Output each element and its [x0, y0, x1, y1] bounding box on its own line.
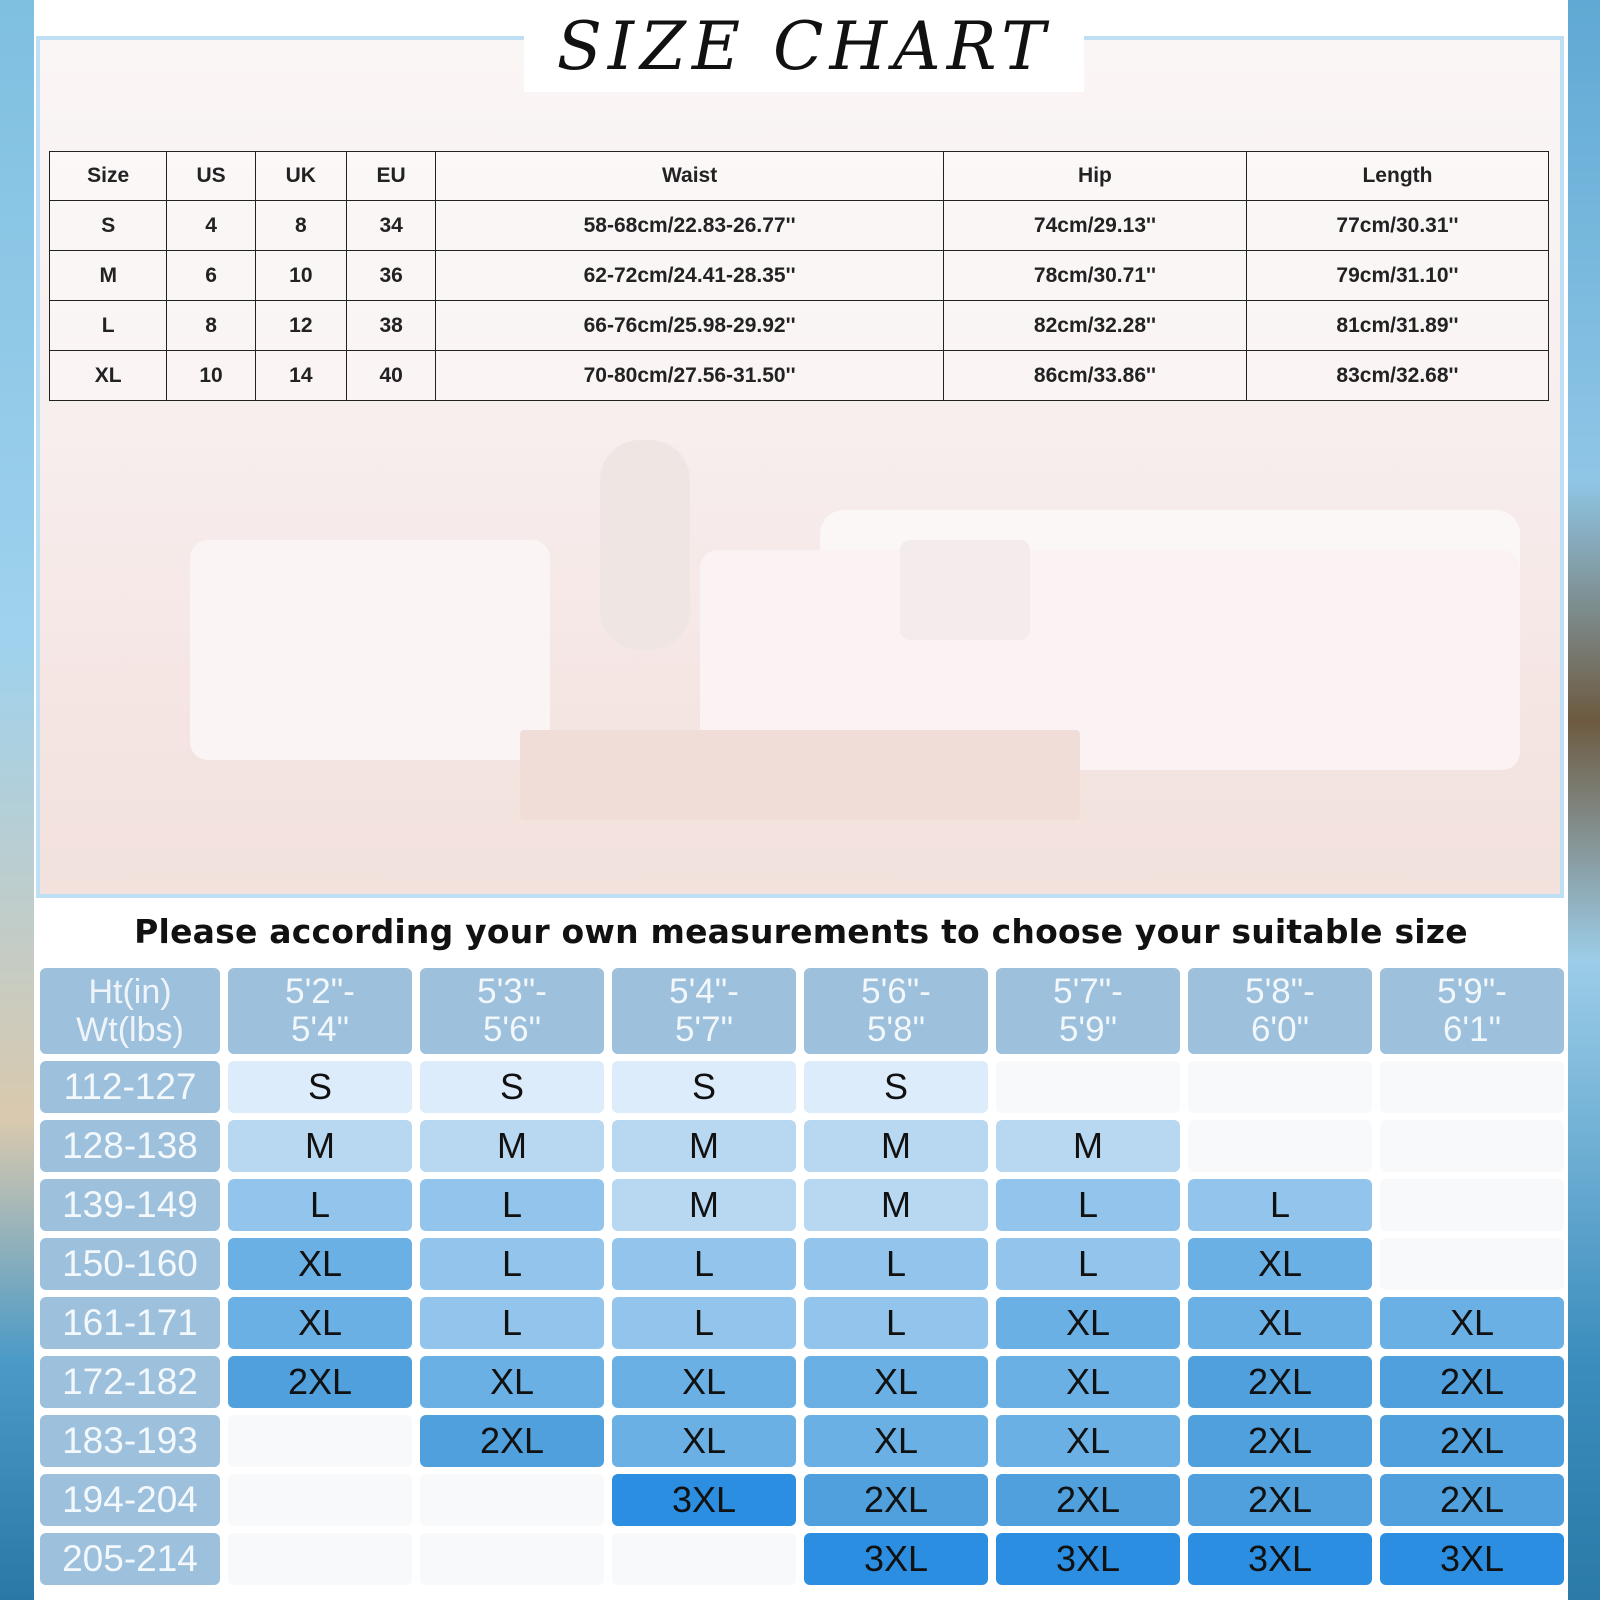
size-cell: L: [228, 1179, 412, 1231]
cell-length: 77cm/30.31'': [1246, 201, 1548, 251]
measurement-header-row: [50, 152, 1549, 201]
size-cell: L: [420, 1179, 604, 1231]
cell-size: S: [50, 201, 167, 251]
size-cell: [1380, 1061, 1564, 1113]
size-cell: 2XL: [1188, 1474, 1372, 1526]
cell-eu: 40: [346, 351, 435, 401]
cell-length: 83cm/32.68'': [1246, 351, 1548, 401]
coffee-table-decoration: [520, 730, 1080, 820]
size-cell: XL: [1188, 1238, 1372, 1290]
height-header-line: 5'6": [482, 1010, 542, 1049]
size-cell: L: [996, 1179, 1180, 1231]
size-cell: M: [804, 1179, 988, 1231]
cell-us: 4: [167, 201, 255, 251]
height-header-4: [996, 968, 1180, 1054]
cell-hip: 74cm/29.13'': [943, 201, 1246, 251]
size-cell: L: [420, 1297, 604, 1349]
height-header-0: [228, 968, 412, 1054]
header-hip: Hip: [943, 152, 1246, 201]
size-cell: S: [612, 1061, 796, 1113]
size-cell: M: [420, 1120, 604, 1172]
size-cell: L: [420, 1238, 604, 1290]
cell-uk: 12: [255, 301, 346, 351]
size-cell: L: [612, 1297, 796, 1349]
size-cell: S: [804, 1061, 988, 1113]
height-weight-grid: [40, 968, 1564, 1585]
corner-height-label: Ht(in): [88, 973, 172, 1011]
size-cell: 2XL: [1380, 1474, 1564, 1526]
header-waist: Waist: [436, 152, 944, 201]
weight-label: 194-204: [40, 1474, 220, 1526]
size-cell: [1380, 1120, 1564, 1172]
title-box: [524, 0, 1084, 92]
cell-uk: 10: [255, 251, 346, 301]
size-chart-panel: [34, 0, 1568, 1600]
cell-eu: 36: [346, 251, 435, 301]
height-header-line: 5'7"-: [1053, 972, 1123, 1011]
cell-size: L: [50, 301, 167, 351]
size-cell: XL: [1188, 1297, 1372, 1349]
table-row: [50, 201, 1549, 251]
size-cell: 3XL: [996, 1533, 1180, 1585]
size-cell: [228, 1474, 412, 1526]
height-header-line: 5'9": [1058, 1010, 1118, 1049]
height-header-line: 5'4": [290, 1010, 350, 1049]
weight-label: 205-214: [40, 1533, 220, 1585]
height-header-line: 5'2"-: [285, 972, 355, 1011]
cell-size: M: [50, 251, 167, 301]
size-cell: S: [228, 1061, 412, 1113]
height-header-6: [1380, 968, 1564, 1054]
size-cell: 2XL: [1380, 1356, 1564, 1408]
height-header-line: 5'3"-: [477, 972, 547, 1011]
cell-eu: 34: [346, 201, 435, 251]
size-cell: XL: [420, 1356, 604, 1408]
cell-length: 79cm/31.10'': [1246, 251, 1548, 301]
height-header-line: 5'4"-: [669, 972, 739, 1011]
cell-waist: 62-72cm/24.41-28.35'': [436, 251, 944, 301]
background-edge-right: [1568, 0, 1600, 1600]
size-cell: [1188, 1120, 1372, 1172]
weight-label: 150-160: [40, 1238, 220, 1290]
size-cell: [1380, 1179, 1564, 1231]
size-cell: [996, 1061, 1180, 1113]
size-cell: XL: [804, 1356, 988, 1408]
height-header-line: 5'8"-: [1245, 972, 1315, 1011]
weight-label: 161-171: [40, 1297, 220, 1349]
size-cell: XL: [612, 1356, 796, 1408]
cell-us: 6: [167, 251, 255, 301]
size-cell: [228, 1533, 412, 1585]
corner-weight-label: Wt(lbs): [76, 1011, 184, 1049]
size-cell: 3XL: [1380, 1533, 1564, 1585]
size-cell: [1188, 1061, 1372, 1113]
header-us: US: [167, 152, 255, 201]
weight-label: 172-182: [40, 1356, 220, 1408]
measurement-table: [49, 151, 1549, 401]
size-cell: [612, 1533, 796, 1585]
page-title: SIZE CHART: [556, 7, 1052, 85]
size-cell: XL: [1380, 1297, 1564, 1349]
cell-hip: 86cm/33.86'': [943, 351, 1246, 401]
height-header-line: 5'7": [674, 1010, 734, 1049]
weight-label: 183-193: [40, 1415, 220, 1467]
cell-waist: 70-80cm/27.56-31.50'': [436, 351, 944, 401]
weight-label: 112-127: [40, 1061, 220, 1113]
cell-waist: 58-68cm/22.83-26.77'': [436, 201, 944, 251]
size-cell: M: [228, 1120, 412, 1172]
size-cell: 2XL: [1188, 1415, 1372, 1467]
height-header-2: [612, 968, 796, 1054]
cell-uk: 14: [255, 351, 346, 401]
background-edge-left: [0, 0, 34, 1600]
size-cell: 2XL: [420, 1415, 604, 1467]
size-cell: 3XL: [804, 1533, 988, 1585]
height-header-line: 5'6"-: [861, 972, 931, 1011]
header-uk: UK: [255, 152, 346, 201]
header-eu: EU: [346, 152, 435, 201]
table-row: [50, 351, 1549, 401]
table-row: [50, 251, 1549, 301]
size-cell: 3XL: [1188, 1533, 1372, 1585]
size-cell: S: [420, 1061, 604, 1113]
size-cell: XL: [996, 1415, 1180, 1467]
size-cell: XL: [996, 1297, 1180, 1349]
cell-us: 10: [167, 351, 255, 401]
size-cell: XL: [612, 1415, 796, 1467]
size-cell: L: [996, 1238, 1180, 1290]
size-cell: 2XL: [1188, 1356, 1372, 1408]
size-cell: XL: [228, 1297, 412, 1349]
cell-hip: 78cm/30.71'': [943, 251, 1246, 301]
size-cell: M: [612, 1120, 796, 1172]
size-cell: M: [612, 1179, 796, 1231]
size-cell: 2XL: [804, 1474, 988, 1526]
grid-corner-label: [40, 968, 220, 1054]
size-cell: [1380, 1238, 1564, 1290]
cell-length: 81cm/31.89'': [1246, 301, 1548, 351]
size-cell: [420, 1533, 604, 1585]
instruction-text: Please according your own measurements to choose your suitable size: [134, 912, 1468, 951]
height-header-line: 5'9"-: [1437, 972, 1507, 1011]
size-cell: M: [996, 1120, 1180, 1172]
armchair-decoration: [190, 540, 550, 760]
cell-hip: 82cm/32.28'': [943, 301, 1246, 351]
height-header-line: 5'8": [866, 1010, 926, 1049]
height-header-1: [420, 968, 604, 1054]
size-cell: XL: [804, 1415, 988, 1467]
size-cell: L: [804, 1238, 988, 1290]
size-cell: 2XL: [1380, 1415, 1564, 1467]
header-size: Size: [50, 152, 167, 201]
cell-uk: 8: [255, 201, 346, 251]
header-length: Length: [1246, 152, 1548, 201]
cell-waist: 66-76cm/25.98-29.92'': [436, 301, 944, 351]
size-cell: 3XL: [612, 1474, 796, 1526]
height-header-5: [1188, 968, 1372, 1054]
size-cell: [228, 1415, 412, 1467]
height-header-3: [804, 968, 988, 1054]
size-cell: 2XL: [228, 1356, 412, 1408]
weight-label: 139-149: [40, 1179, 220, 1231]
weight-label: 128-138: [40, 1120, 220, 1172]
cell-size: XL: [50, 351, 167, 401]
table-row: [50, 301, 1549, 351]
size-cell: XL: [996, 1356, 1180, 1408]
size-cell: [420, 1474, 604, 1526]
size-cell: XL: [228, 1238, 412, 1290]
size-cell: L: [1188, 1179, 1372, 1231]
size-cell: M: [804, 1120, 988, 1172]
height-header-line: 6'0": [1250, 1010, 1310, 1049]
cell-eu: 38: [346, 301, 435, 351]
size-cell: 2XL: [996, 1474, 1180, 1526]
height-header-line: 6'1": [1442, 1010, 1502, 1049]
cell-us: 8: [167, 301, 255, 351]
pillow-decoration: [900, 540, 1030, 640]
plant-decoration: [600, 440, 690, 650]
size-cell: L: [612, 1238, 796, 1290]
size-cell: L: [804, 1297, 988, 1349]
